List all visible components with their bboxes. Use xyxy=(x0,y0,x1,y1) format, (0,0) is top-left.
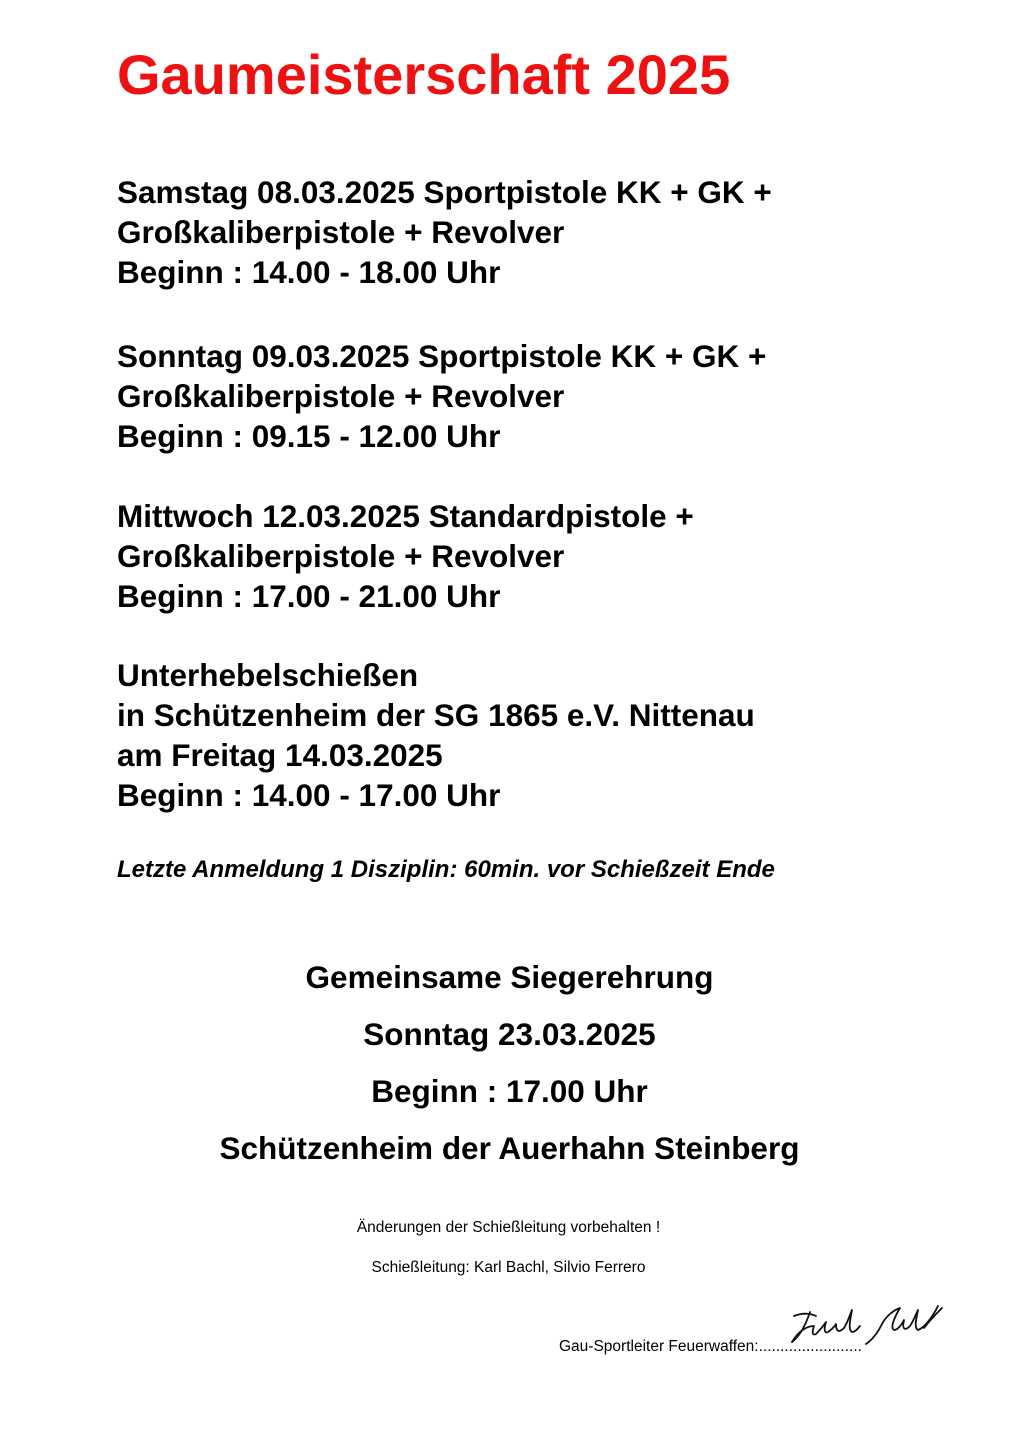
event-sunday xyxy=(117,336,766,456)
event-sunday-day-disciplines: Sonntag 09.03.2025 Sportpistole KK + GK + xyxy=(117,338,767,374)
event-saturday-day-disciplines: Samstag 08.03.2025 Sportpistole KK + GK + xyxy=(117,174,772,210)
range-officers: Schießleitung: Karl Bachl, Silvio Ferrero xyxy=(371,1259,646,1276)
lever-action-date: am Freitag 14.03.2025 xyxy=(117,737,443,773)
event-lever-action xyxy=(117,655,755,815)
event-wednesday-disciplines: Großkaliberpistole + Revolver xyxy=(117,538,565,574)
event-saturday-time: Beginn : 14.00 - 18.00 Uhr xyxy=(117,254,501,290)
ceremony-venue: Schützenheim der Auerhahn Steinberg xyxy=(219,1130,800,1166)
event-wednesday xyxy=(117,496,694,616)
event-wednesday-day-disciplines: Mittwoch 12.03.2025 Standardpistole + xyxy=(117,498,694,534)
ceremony-heading: Gemeinsame Siegerehrung xyxy=(305,959,714,995)
event-wednesday-time: Beginn : 17.00 - 21.00 Uhr xyxy=(117,578,501,614)
event-sunday-disciplines: Großkaliberpistole + Revolver xyxy=(117,378,565,414)
registration-note: Letzte Anmeldung 1 Disziplin: 60min. vor Schießzeit Ende xyxy=(117,856,775,883)
handwritten-signature xyxy=(786,1302,946,1354)
lever-action-time: Beginn : 14.00 - 17.00 Uhr xyxy=(117,777,501,813)
page-title: Gaumeisterschaft 2025 xyxy=(117,43,731,106)
event-saturday xyxy=(117,172,772,292)
signature-line: Gau-Sportleiter Feuerwaffen:........................ xyxy=(559,1338,862,1355)
ceremony-time: Beginn : 17.00 Uhr xyxy=(371,1073,648,1109)
changes-note: Änderungen der Schießleitung vorbehalten ! xyxy=(356,1219,661,1236)
lever-action-title: Unterhebelschießen xyxy=(117,657,419,693)
event-saturday-disciplines: Großkaliberpistole + Revolver xyxy=(117,214,565,250)
award-ceremony xyxy=(0,949,1017,1177)
event-sunday-time: Beginn : 09.15 - 12.00 Uhr xyxy=(117,418,501,454)
ceremony-date: Sonntag 23.03.2025 xyxy=(363,1016,656,1052)
lever-action-venue: in Schützenheim der SG 1865 e.V. Nittenau xyxy=(117,697,755,733)
